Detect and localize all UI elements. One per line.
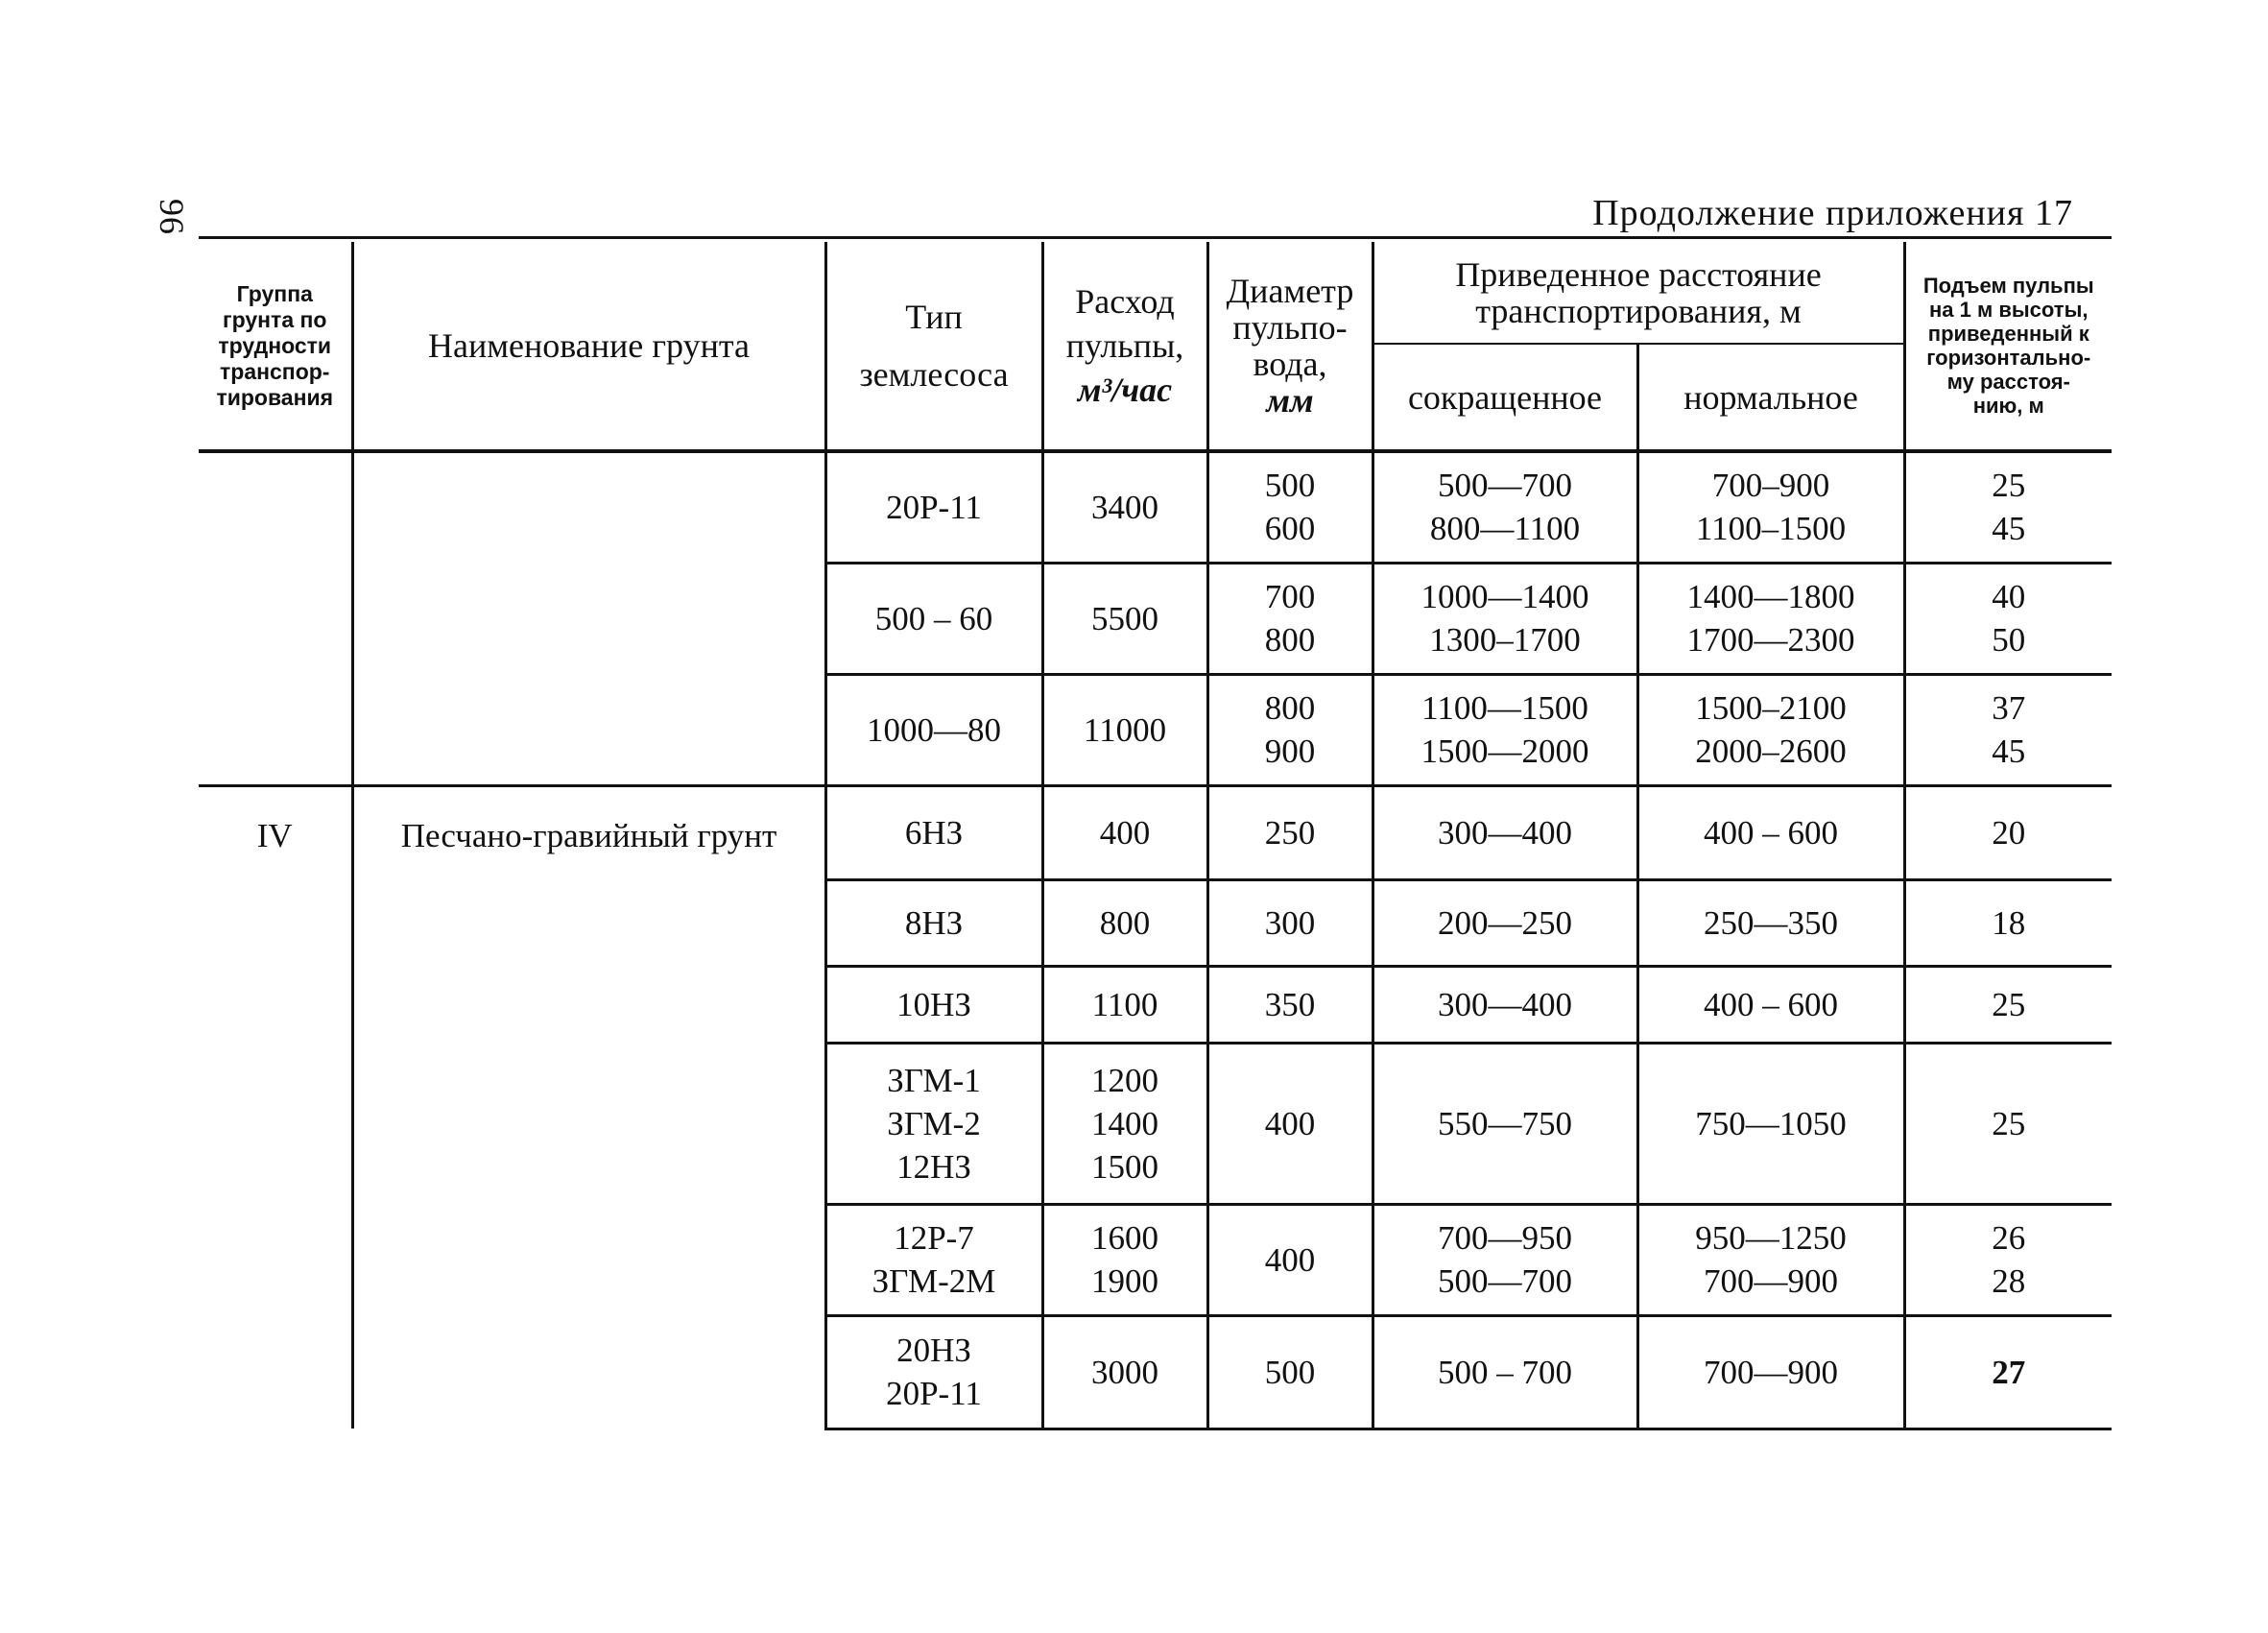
- cell-reduced: 550—750: [1373, 1043, 1637, 1204]
- data-table: [199, 242, 2112, 1430]
- header-distance: Приведенное расстояние транспортирования, м: [1373, 242, 1904, 344]
- cell-type: 1000—80: [825, 674, 1042, 785]
- cell-type: 6НЗ: [825, 785, 1042, 879]
- group-cell-empty: [199, 451, 352, 785]
- cell-diameter: 300: [1207, 879, 1373, 966]
- cell-flow: 3400: [1042, 451, 1207, 563]
- cell-normal: 700—900: [1637, 1315, 1904, 1429]
- cell-reduced: 1000—1400 1300–1700: [1373, 563, 1637, 674]
- cell-flow: 11000: [1042, 674, 1207, 785]
- cell-diameter: 350: [1207, 966, 1373, 1043]
- soil-name-cell-empty: [352, 451, 825, 785]
- cell-lift: 40 50: [1904, 563, 2112, 674]
- cell-type: 12Р-7 ЗГМ-2М: [825, 1204, 1042, 1315]
- cell-reduced: 1100—1500 1500—2000: [1373, 674, 1637, 785]
- cell-diameter: 250: [1207, 785, 1373, 879]
- cell-flow: 1600 1900: [1042, 1204, 1207, 1315]
- cell-flow: 1100: [1042, 966, 1207, 1043]
- cell-type: 10НЗ: [825, 966, 1042, 1043]
- cell-diameter: 500: [1207, 1315, 1373, 1429]
- cell-reduced: 700—950 500—700: [1373, 1204, 1637, 1315]
- cell-lift: 37 45: [1904, 674, 2112, 785]
- cell-type: 8НЗ: [825, 879, 1042, 966]
- header-lift: Подъем пульпы на 1 м высоты, приведенный к горизонтально- му расстоя- нию, м: [1904, 242, 2112, 451]
- soil-name-cell: Песчано-гравийный грунт: [352, 785, 825, 1429]
- cell-flow: 3000: [1042, 1315, 1207, 1429]
- header-dredge-type: Тип землесоса: [825, 242, 1042, 451]
- continuation-title: Продолжение приложения 17: [1592, 193, 2073, 233]
- cell-normal: 750—1050: [1637, 1043, 1904, 1204]
- cell-type: 500 – 60: [825, 563, 1042, 674]
- table-row: [199, 451, 2112, 563]
- header-reduced: сокращенное: [1373, 344, 1637, 451]
- cell-lift: 25: [1904, 966, 2112, 1043]
- cell-reduced: 500 – 700: [1373, 1315, 1637, 1429]
- cell-normal: 400 – 600: [1637, 785, 1904, 879]
- cell-normal: 250—350: [1637, 879, 1904, 966]
- header-group: [199, 242, 352, 451]
- cell-reduced: 200—250: [1373, 879, 1637, 966]
- cell-lift: 18: [1904, 879, 2112, 966]
- cell-reduced: 500—700 800—1100: [1373, 451, 1637, 563]
- cell-lift: 27: [1904, 1315, 2112, 1429]
- cell-normal: 400 – 600: [1637, 966, 1904, 1043]
- cell-type: ЗГМ-1 ЗГМ-2 12НЗ: [825, 1043, 1042, 1204]
- cell-type: 20Р-11: [825, 451, 1042, 563]
- cell-diameter: 400: [1207, 1043, 1373, 1204]
- cell-normal: 700–900 1100–1500: [1637, 451, 1904, 563]
- cell-lift: 20: [1904, 785, 2112, 879]
- cell-flow: 800: [1042, 879, 1207, 966]
- cell-reduced: 300—400: [1373, 966, 1637, 1043]
- header-row-1: [199, 242, 2112, 344]
- cell-flow: 5500: [1042, 563, 1207, 674]
- cell-diameter: 400: [1207, 1204, 1373, 1315]
- header-diameter: Диаметр пульпо- вода, мм: [1207, 242, 1373, 451]
- top-rule: [199, 236, 2112, 239]
- cell-lift: 25: [1904, 1043, 2112, 1204]
- cell-normal: 1400—1800 1700—2300: [1637, 563, 1904, 674]
- page-number: 96: [153, 199, 191, 235]
- header-normal: нормальное: [1637, 344, 1904, 451]
- cell-flow: 400: [1042, 785, 1207, 879]
- header-group-text: Группа грунта по трудности транспор- тирования: [216, 280, 334, 410]
- cell-flow: 1200 1400 1500: [1042, 1043, 1207, 1204]
- table-row: [199, 785, 2112, 879]
- cell-lift: 26 28: [1904, 1204, 2112, 1315]
- cell-normal: 950—1250 700—900: [1637, 1204, 1904, 1315]
- cell-lift: 25 45: [1904, 451, 2112, 563]
- header-soil-name: Наименование грунта: [352, 242, 825, 451]
- cell-normal: 1500–2100 2000–2600: [1637, 674, 1904, 785]
- header-flow: Расход пульпы, м³/час: [1042, 242, 1207, 451]
- cell-reduced: 300—400: [1373, 785, 1637, 879]
- group-cell: IV: [199, 785, 352, 1429]
- cell-diameter: 700 800: [1207, 563, 1373, 674]
- cell-diameter: 500 600: [1207, 451, 1373, 563]
- cell-diameter: 800 900: [1207, 674, 1373, 785]
- cell-type: 20НЗ 20Р-11: [825, 1315, 1042, 1429]
